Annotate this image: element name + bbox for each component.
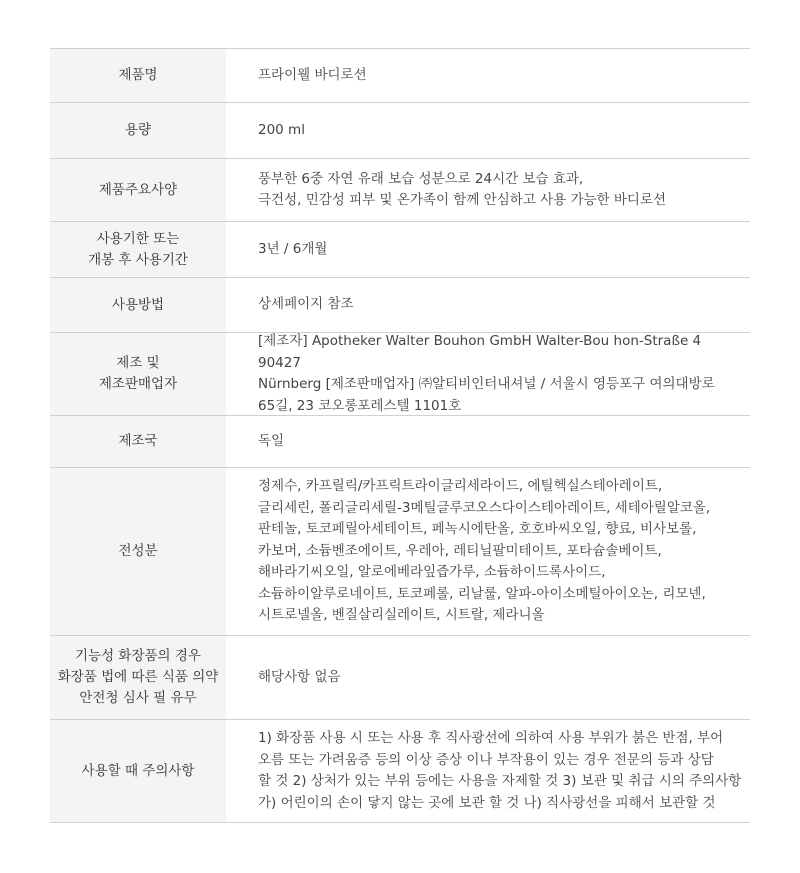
row-label: 기능성 화장품의 경우 화장품 법에 따른 식품 의약 안전청 심사 필 유무: [50, 636, 226, 719]
row-usage: [50, 278, 750, 333]
row-ingredients: [50, 468, 750, 636]
row-value: [제조자] Apotheker Walter Bouhon GmbH Walter-Bou hon-Straße 4 90427 Nürnberg [제조판매업자] ㈜알티비인터내셔널 / 서울시 영등포구 여의대방로 65길, 23 코오롱포레스텔 1101호: [258, 333, 715, 414]
row-main-spec: [50, 159, 750, 222]
row-country: [50, 416, 750, 468]
row-value: 독일: [258, 432, 285, 449]
row-expiry: [50, 222, 750, 278]
row-label: 제품명: [50, 49, 226, 102]
row-precautions: [50, 720, 750, 823]
row-functional-cosmetics: [50, 636, 750, 720]
row-manufacturer: [50, 333, 750, 416]
row-value: 상세페이지 참조: [258, 296, 354, 313]
row-label: 사용할 때 주의사항: [50, 720, 226, 822]
row-label: 용량: [50, 103, 226, 158]
row-volume: [50, 103, 750, 159]
row-label: 전성분: [50, 468, 226, 635]
row-label: 제품주요사양: [50, 159, 226, 221]
row-product-name: [50, 49, 750, 103]
row-label: 제조국: [50, 416, 226, 467]
row-value: 프라이웰 바디로션: [258, 66, 367, 83]
row-value: 200 ml: [258, 121, 305, 138]
product-info-table: [50, 48, 750, 823]
row-value: 정제수, 카프릴릭/카프릭트라이글리세라이드, 에틸헥실스테아레이트, 글리세린, 폴리글리세릴-3메틸글루코오스다이스테아레이트, 세테아릴알코올, 판테놀, 토코페릴아세테이트, 페녹시에탄올, 호호바씨오일, 향료, 비사보롤, 카보머, 소듐벤조에이트, 우레아, 레티닐팔미테이트, 포타슘솔베이트, 해바라기씨오일, 알로에베라잎즙가루, 소듐하이드록사이드, 소듐하이알루로네이트, 토코페롤, 리날룰, 알파-아이소메틸아이오논, 리모넨, 시트로넬올, 벤질살리실레이트, 시트랄, 제라니올: [258, 478, 711, 624]
row-value: 3년 / 6개월: [258, 240, 328, 257]
row-value: 1) 화장품 사용 시 또는 사용 후 직사광선에 의하여 사용 부위가 붉은 반점, 부어 오름 또는 가려움증 등의 이상 증상 이나 부작용이 있는 경우 전문의 등과 상담 할 것 2) 상처가 있는 부위 등에는 사용을 자제할 것 3) 보관 및 취급 시의 주의사항 가) 어린이의 손이 닿지 않는 곳에 보관 할 것 나) 직사광선을 피해서 보관할 것: [258, 730, 742, 811]
row-label: 사용방법: [50, 278, 226, 332]
row-value: 해당사항 없음: [258, 668, 341, 685]
row-value: 풍부한 6중 자연 유래 보습 성분으로 24시간 보습 효과, 극건성, 민감성 피부 및 온가족이 함께 안심하고 사용 가능한 바디로션: [258, 170, 667, 208]
row-label: 제조 및 제조판매업자: [50, 333, 226, 415]
row-label: 사용기한 또는 개봉 후 사용기간: [50, 222, 226, 277]
